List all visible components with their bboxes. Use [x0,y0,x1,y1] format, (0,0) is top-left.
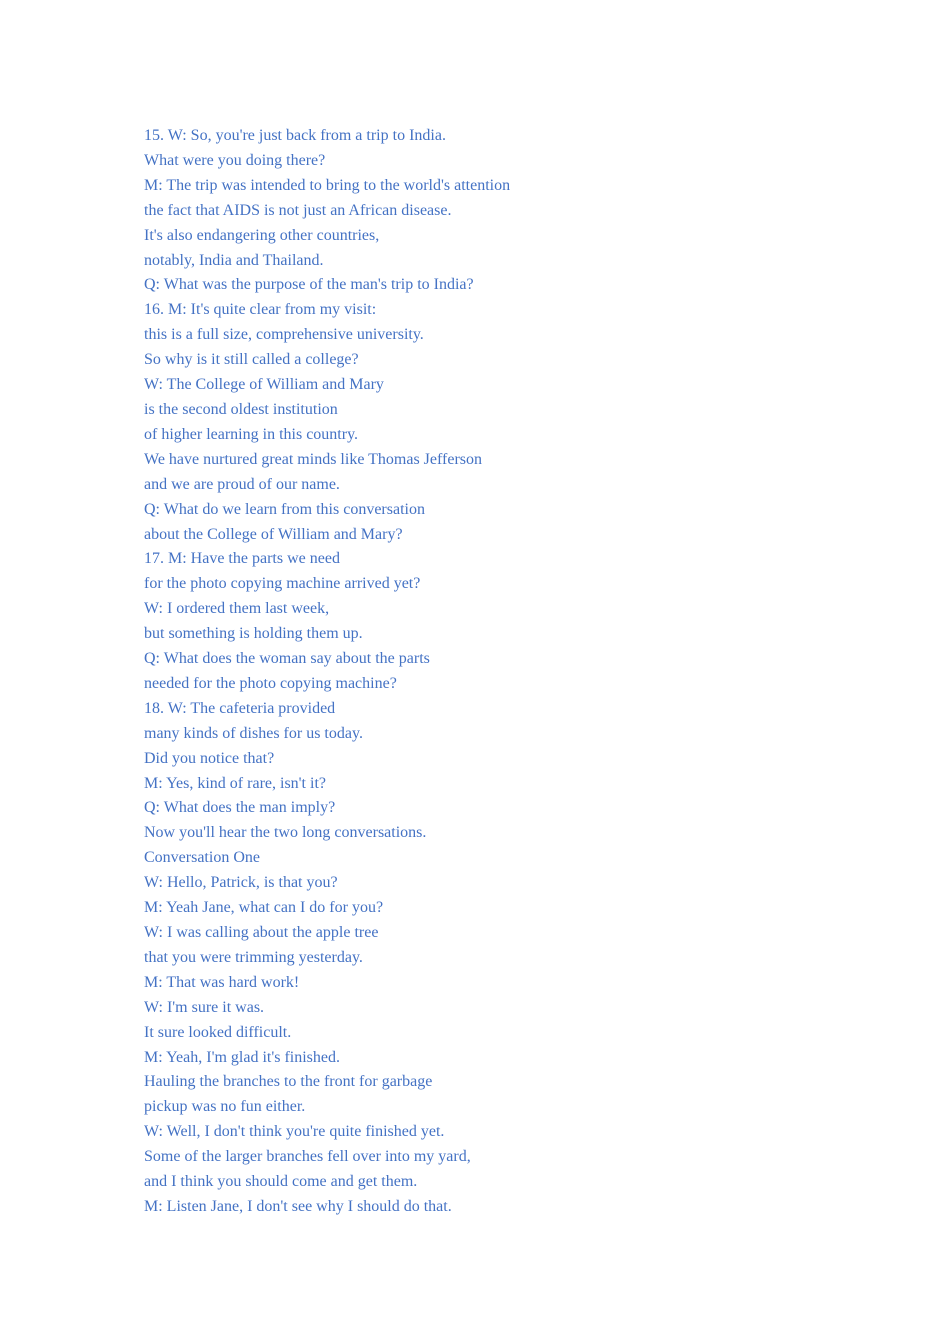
transcript-line: of higher learning in this country. [144,425,359,443]
transcript-line: about the College of William and Mary? [144,525,403,543]
transcript-line: It's also endangering other countries, [144,226,380,244]
transcript-line: Q: What do we learn from this conversation [144,500,425,518]
transcript-line: M: Yeah Jane, what can I do for you? [144,899,384,917]
transcript-line: Conversation One [144,849,260,867]
transcript-line: many kinds of dishes for us today. [144,724,363,742]
transcript-line: 16. M: It's quite clear from my visit: [144,301,377,319]
transcript-line: 15. W: So, you're just back from a trip to India. [144,127,446,144]
transcript-line: Hauling the branches to the front for garbage [144,1073,433,1091]
transcript-line: notably, India and Thailand. [144,251,324,269]
transcript-line: and I think you should come and get them. [144,1173,418,1191]
transcript-line: Now you'll hear the two long conversations. [144,824,427,842]
transcript-line: is the second oldest institution [144,400,338,418]
transcript-line: and we are proud of our name. [144,475,340,493]
transcript-line: W: The College of William and Mary [144,376,384,394]
transcript-line: but something is holding them up. [144,625,363,643]
transcript-line: M: The trip was intended to bring to the world's attention [144,176,511,194]
transcript-line: W: I was calling about the apple tree [144,924,379,941]
transcript-line: the fact that AIDS is not just an African disease. [144,201,452,219]
transcript-line: M: Yes, kind of rare, isn't it? [144,774,326,792]
transcript-line: Q: What was the purpose of the man's trip to India? [144,276,474,294]
transcript-line: W: I'm sure it was. [144,998,265,1016]
transcript-line: We have nurtured great minds like Thomas Jefferson [144,450,483,468]
transcript-body [144,124,844,1220]
transcript-line: It sure looked difficult. [144,1023,292,1041]
transcript-line: Some of the larger branches fell over into my yard, [144,1148,471,1166]
transcript-line: M: That was hard work! [144,973,300,991]
transcript-line: So why is it still called a college? [144,351,359,369]
transcript-line: Q: What does the woman say about the parts [144,650,430,668]
transcript-line: M: Listen Jane, I don't see why I should do that. [144,1197,452,1215]
transcript-line: W: Hello, Patrick, is that you? [144,874,338,892]
transcript-line: Did you notice that? [144,749,275,767]
transcript-line: W: I ordered them last week, [144,600,330,618]
transcript-line: for the photo copying machine arrived yet? [144,575,421,593]
transcript-line: Q: What does the man imply? [144,799,336,817]
transcript-line: W: Well, I don't think you're quite finished yet. [144,1123,445,1141]
transcript-line: 18. W: The cafeteria provided [144,699,336,717]
transcript-line: this is a full size, comprehensive university. [144,326,424,344]
transcript-line: needed for the photo copying machine? [144,674,397,692]
transcript-line: 17. M: Have the parts we need [144,550,340,568]
transcript-line: What were you doing there? [144,151,326,169]
transcript-line: M: Yeah, I'm glad it's finished. [144,1048,340,1066]
transcript-line: that you were trimming yesterday. [144,948,363,966]
transcript-line: pickup was no fun either. [144,1098,306,1116]
